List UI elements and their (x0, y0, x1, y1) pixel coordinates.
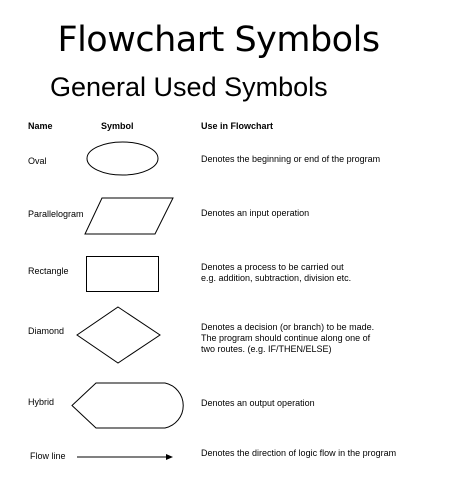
column-header-symbol: Symbol (101, 121, 134, 131)
hybrid-symbol (71, 382, 189, 430)
row-name-parallelogram: Parallelogram (28, 209, 84, 219)
column-header-name: Name (28, 121, 53, 131)
diamond-symbol (76, 306, 162, 365)
row-name-rectangle: Rectangle (28, 266, 69, 276)
row-desc-parallelogram (201, 208, 309, 219)
row-name-diamond: Diamond (28, 326, 65, 336)
row-name-oval: Oval (28, 156, 47, 166)
column-header-use: Use in Flowchart (201, 121, 274, 131)
row-desc-hybrid (201, 398, 315, 409)
row-desc-flow-line (201, 448, 396, 459)
row-desc-rectangle (201, 262, 351, 284)
row-desc-parallelogram-line-1: Denotes an input operation (201, 208, 310, 218)
parallelogram-symbol (84, 197, 176, 237)
row-name-flow-line: Flow line (30, 451, 66, 461)
row-desc-rectangle-line-2: e.g. addition, subtraction, division etc. (201, 273, 352, 283)
row-desc-flow-line-line-1: Denotes the direction of logic flow in the program (201, 448, 397, 458)
row-desc-hybrid-line-1: Denotes an output operation (201, 398, 315, 408)
flow-line-arrow-icon (76, 452, 176, 462)
page-subtitle: General Used Symbols (50, 72, 328, 102)
row-desc-diamond-line-2: The program should continue along one of (201, 333, 371, 343)
row-name-hybrid: Hybrid (28, 397, 55, 407)
page-title: Flowchart Symbols (57, 20, 380, 60)
row-desc-oval-line-1: Denotes the beginning or end of the program (201, 154, 381, 164)
row-desc-oval (201, 154, 380, 165)
row-desc-rectangle-line-1: Denotes a process to be carried out (201, 262, 344, 272)
row-desc-diamond-line-1: Denotes a decision (or branch) to be made. (201, 322, 375, 332)
rectangle-symbol (86, 256, 160, 293)
oval-symbol (86, 141, 160, 178)
row-desc-diamond (201, 322, 374, 355)
row-desc-diamond-line-3: two routes. (e.g. IF/THEN/ELSE) (201, 344, 332, 354)
